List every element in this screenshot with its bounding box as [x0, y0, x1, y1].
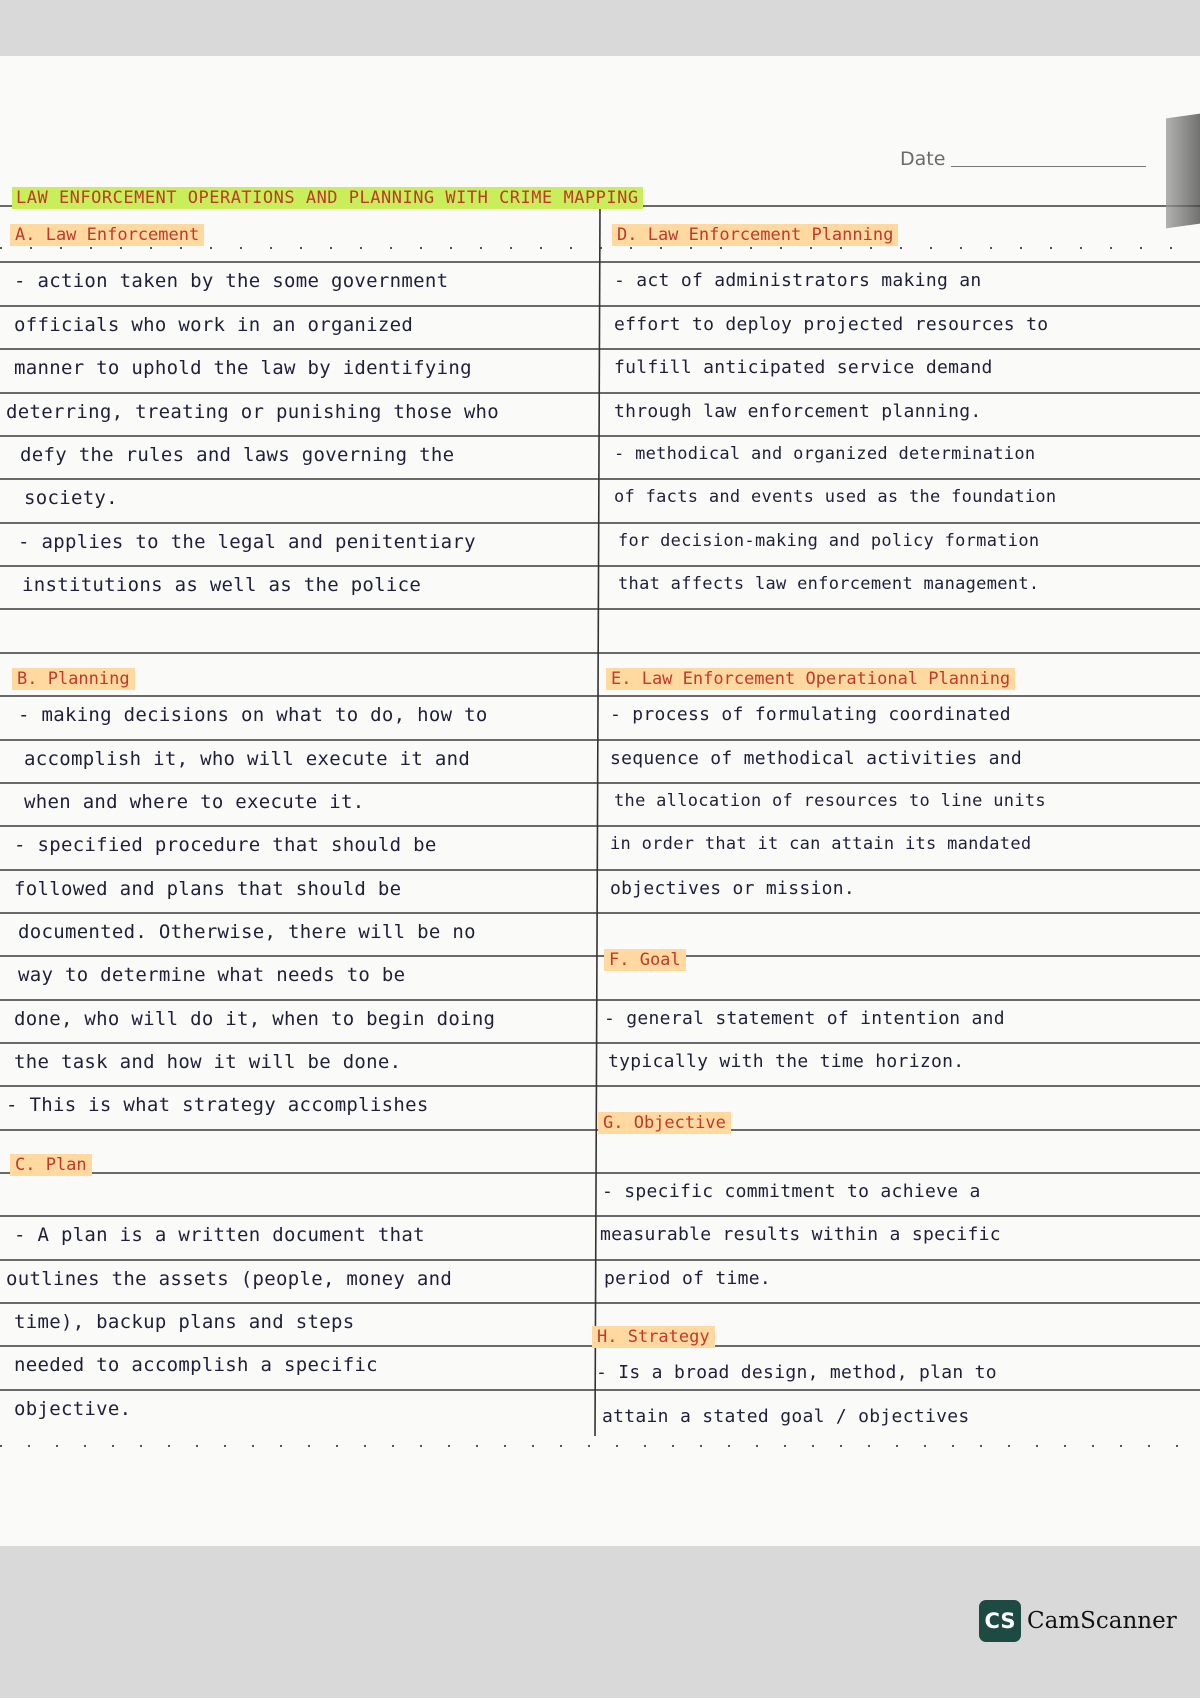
section-heading: F. Goal — [604, 949, 686, 971]
note-line: deterring, treating or punishing those who — [6, 401, 500, 423]
note-line: the allocation of resources to line units — [614, 791, 1046, 811]
note-line: accomplish it, who will execute it and — [24, 748, 471, 770]
section-heading: C. Plan — [10, 1154, 92, 1176]
note-line: manner to uphold the law by identifying — [14, 357, 472, 379]
page-title: LAW ENFORCEMENT OPERATIONS AND PLANNING WITH CRIME MAPPING — [12, 187, 643, 209]
camscanner-watermark — [979, 1600, 1177, 1642]
note-line: - specified procedure that should be — [14, 834, 437, 856]
note-line: for decision-making and policy formation — [618, 531, 1040, 551]
section-heading: A. Law Enforcement — [10, 224, 204, 246]
note-line: needed to accomplish a specific — [14, 1354, 378, 1376]
note-line: when and where to execute it. — [24, 791, 365, 813]
note-line: - process of formulating coordinated — [610, 704, 1011, 725]
note-line: society. — [24, 487, 118, 509]
section-heading: B. Planning — [12, 668, 135, 690]
note-line: - methodical and organized determination — [614, 444, 1036, 464]
notebook-page — [0, 56, 1200, 1546]
note-line: - Is a broad design, method, plan to — [596, 1362, 997, 1383]
note-line: outlines the assets (people, money and — [6, 1268, 453, 1290]
note-line: defy the rules and laws governing the — [20, 444, 455, 466]
note-line: documented. Otherwise, there will be no — [18, 921, 476, 943]
note-line: measurable results within a specific — [600, 1224, 1001, 1245]
note-line: - This is what strategy accomplishes — [6, 1094, 429, 1116]
note-line: objectives or mission. — [610, 878, 856, 899]
note-line: officials who work in an organized — [14, 314, 414, 336]
note-line: - applies to the legal and penitentiary — [18, 531, 476, 553]
date-blank-line — [951, 166, 1146, 167]
note-line: attain a stated goal / objectives — [602, 1406, 970, 1427]
note-line: typically with the time horizon. — [608, 1051, 965, 1072]
note-line: done, who will do it, when to begin doing — [14, 1008, 496, 1030]
note-line: fulfill anticipated service demand — [614, 357, 993, 378]
date-field — [900, 148, 1146, 170]
note-line: followed and plans that should be — [14, 878, 402, 900]
note-line: through law enforcement planning. — [614, 401, 982, 422]
note-line: way to determine what needs to be — [18, 964, 406, 986]
note-line: - making decisions on what to do, how to — [18, 704, 488, 726]
note-line: sequence of methodical activities and — [610, 748, 1023, 769]
camscanner-logo: CS — [979, 1600, 1021, 1642]
note-line: period of time. — [604, 1268, 772, 1289]
note-line: effort to deploy projected resources to — [614, 314, 1049, 335]
note-line: the task and how it will be done. — [14, 1051, 402, 1073]
note-line: time), backup plans and steps — [14, 1311, 355, 1333]
section-heading: G. Objective — [598, 1112, 731, 1134]
note-line: - specific commitment to achieve a — [602, 1181, 981, 1202]
note-line: - action taken by the some government — [14, 270, 449, 292]
section-heading: E. Law Enforcement Operational Planning — [606, 668, 1015, 690]
note-line: - general statement of intention and — [604, 1008, 1005, 1029]
note-line: of facts and events used as the foundation — [614, 487, 1057, 507]
note-line: institutions as well as the police — [22, 574, 422, 596]
camscanner-brand: CamScanner — [1027, 1608, 1177, 1634]
section-heading: D. Law Enforcement Planning — [612, 224, 898, 246]
note-line: in order that it can attain its mandated — [610, 834, 1032, 854]
note-line: - act of administrators making an — [614, 270, 982, 291]
date-label: Date — [900, 148, 946, 170]
note-line: that affects law enforcement management. — [618, 574, 1040, 594]
note-line: objective. — [14, 1398, 132, 1420]
binder-clip — [1166, 114, 1200, 229]
note-line: - A plan is a written document that — [14, 1224, 425, 1246]
section-heading: H. Strategy — [592, 1326, 715, 1348]
